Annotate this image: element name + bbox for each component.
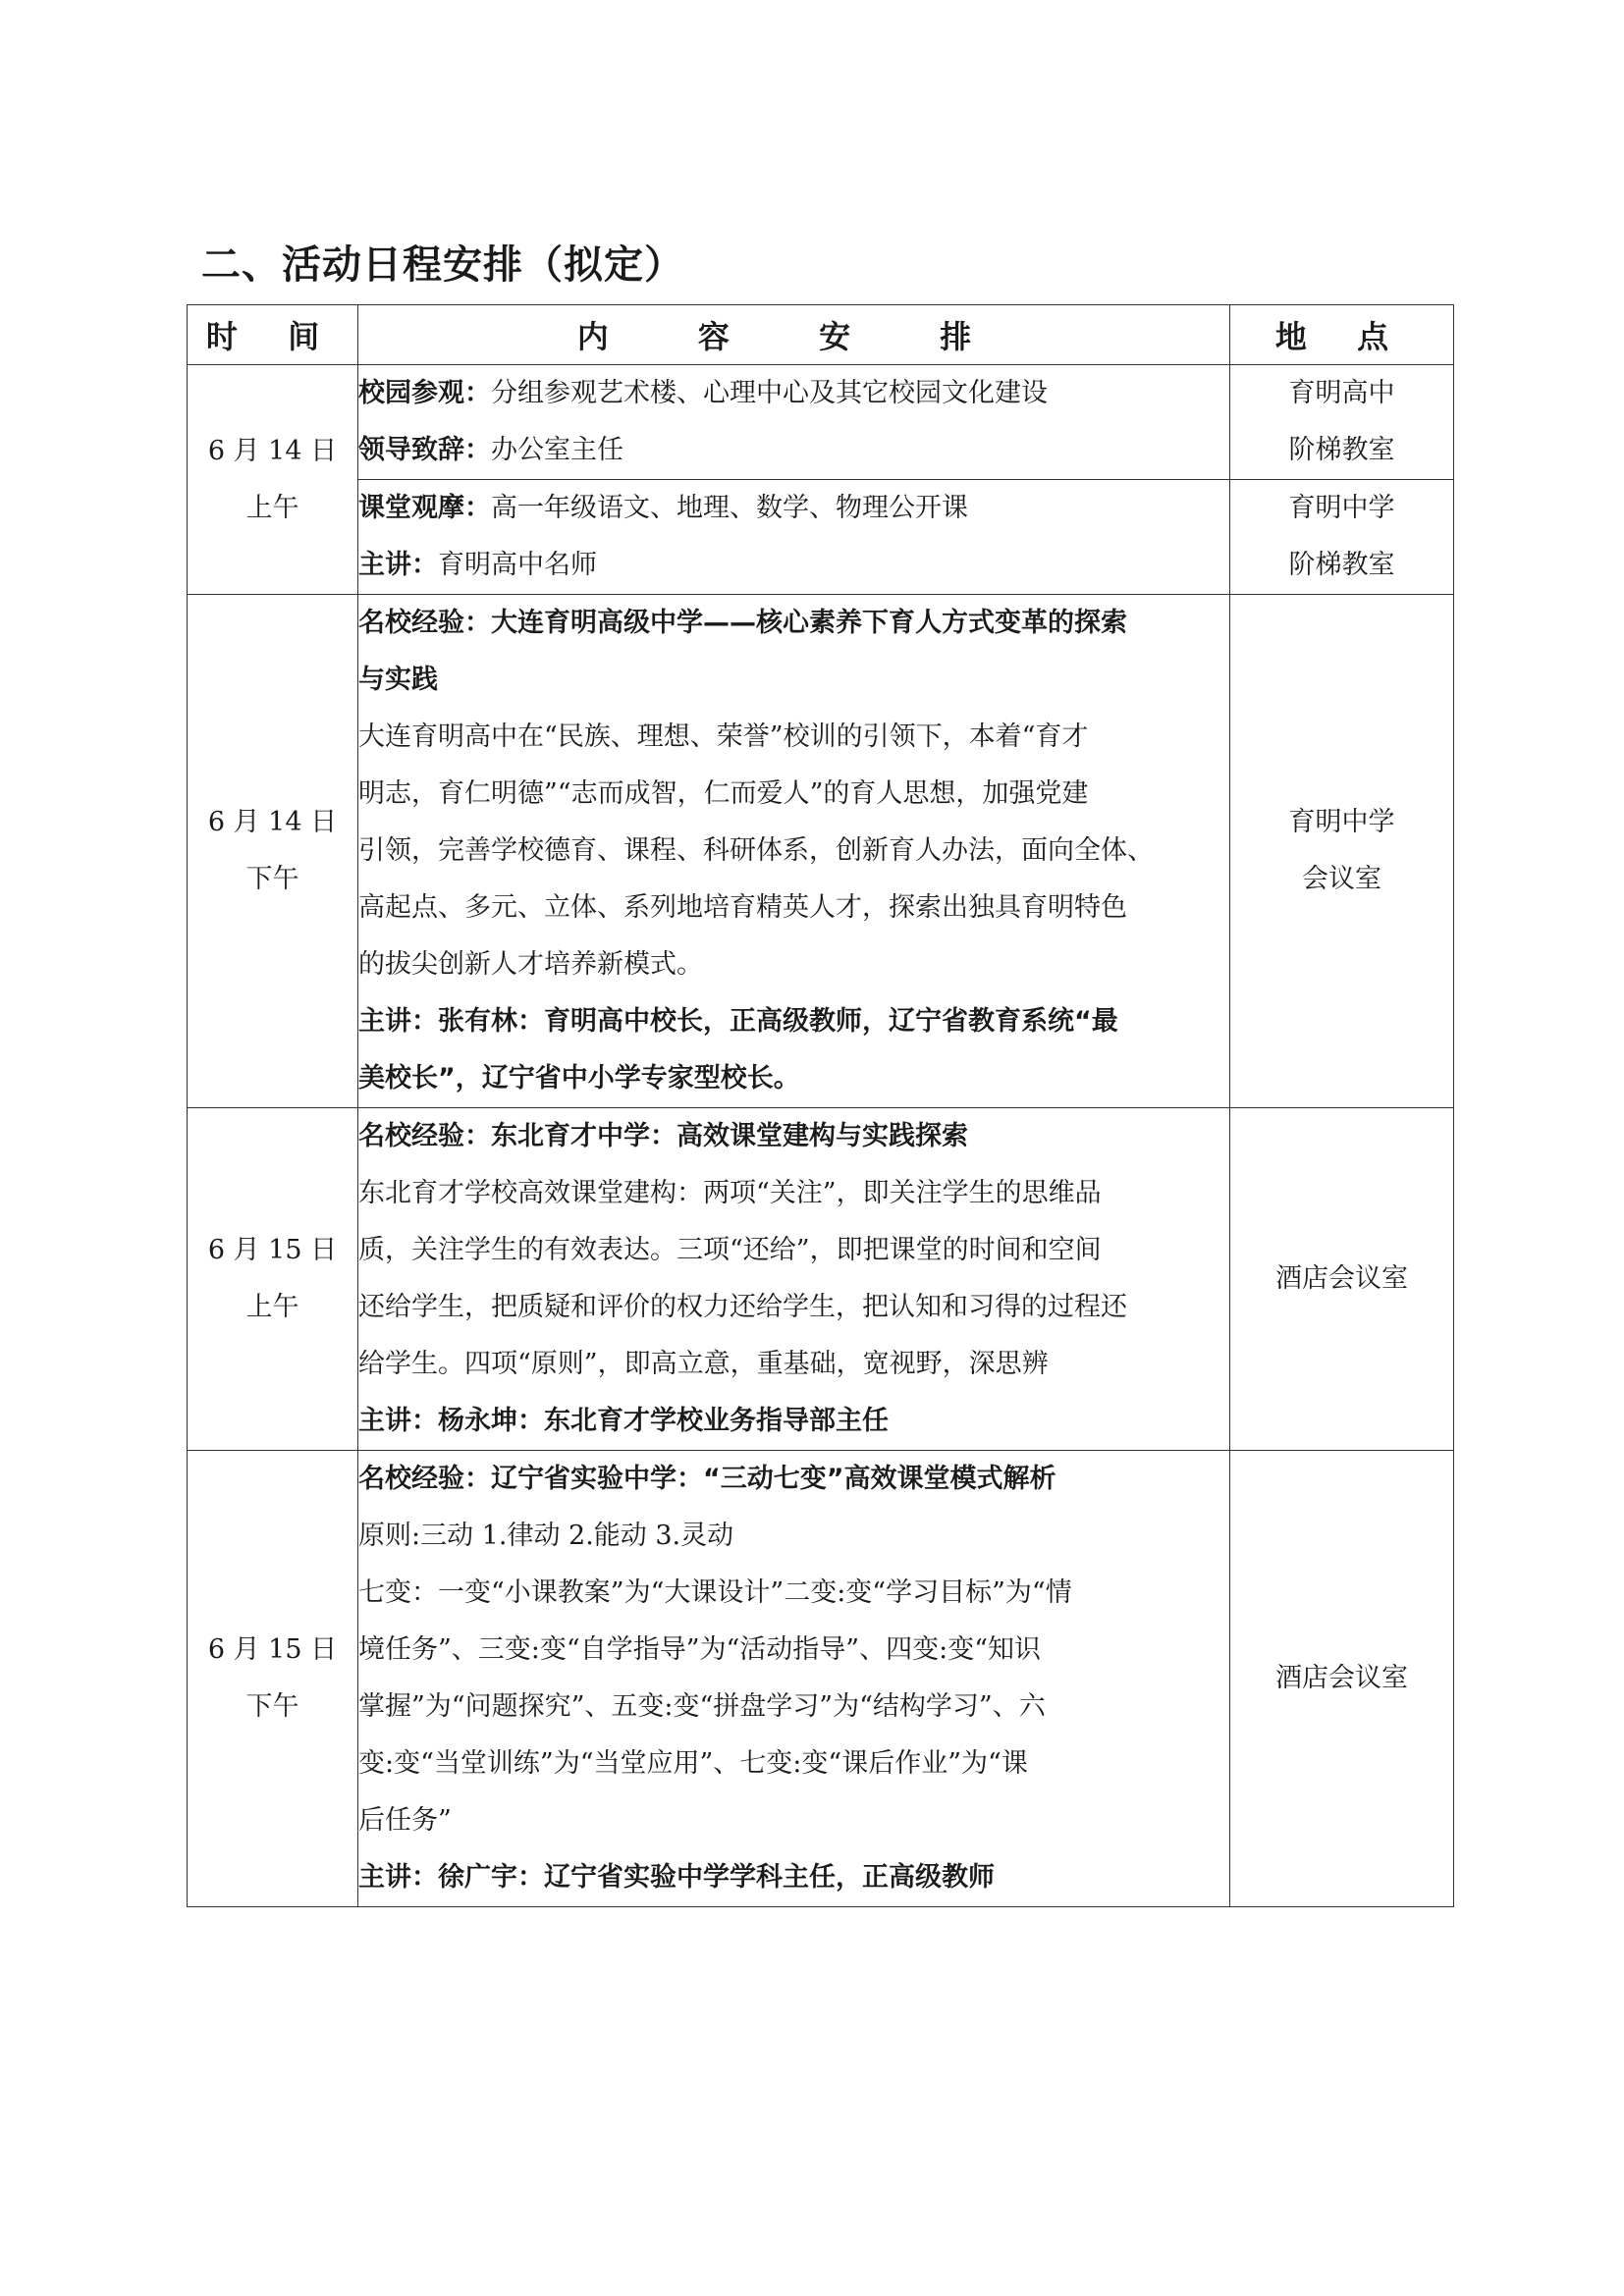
session-body: 原则:三动 1.律动 2.能动 3.灵动 xyxy=(358,1521,734,1551)
row-content xyxy=(358,480,1230,595)
row-date: 6 月 15 日 xyxy=(207,1235,338,1265)
session-body: 东北育才学校高效课堂建构：两项“关注”，即关注学生的思维品 xyxy=(358,1178,1102,1208)
page-heading: 二、活动日程安排（拟定） xyxy=(201,242,684,288)
row-place xyxy=(1230,1451,1454,1907)
content-line xyxy=(358,422,1229,479)
row-content xyxy=(358,365,1230,480)
row-time xyxy=(188,1108,358,1451)
schedule-table xyxy=(187,304,1454,1907)
session-title: 名校经验：东北育才中学：高效课堂建构与实践探索 xyxy=(358,1121,968,1151)
place-line: 阶梯教室 xyxy=(1288,550,1395,580)
table-header-row xyxy=(188,305,1454,365)
row-period: 下午 xyxy=(245,864,299,894)
row-place xyxy=(1230,480,1454,595)
content-line xyxy=(358,537,1229,594)
content-line xyxy=(358,365,1229,422)
session-speaker: 主讲：杨永坤：东北育才学校业务指导部主任 xyxy=(358,1406,889,1436)
row-content xyxy=(358,595,1230,1108)
session-speaker: 主讲：张有林：育明高中校长，正高级教师，辽宁省教育系统“最 xyxy=(358,1006,1118,1037)
session-body: 高起点、多元、立体、系列地培育精英人才，探索出独具育明特色 xyxy=(358,892,1127,923)
row-period: 下午 xyxy=(245,1691,299,1722)
session-title: 名校经验：辽宁省实验中学：“三动七变”高效课堂模式解析 xyxy=(358,1464,1056,1494)
row-content xyxy=(358,1108,1230,1451)
row-place xyxy=(1230,595,1454,1108)
table-row xyxy=(188,1108,1454,1451)
place-line: 育明中学 xyxy=(1288,807,1395,837)
session-speaker: 美校长”，辽宁省中小学专家型校长。 xyxy=(358,1063,800,1094)
table-row xyxy=(188,480,1454,595)
item-label: 校园参观： xyxy=(358,378,491,408)
row-time xyxy=(188,365,358,595)
session-body: 七变：一变“小课教案”为“大课设计”二变:变“学习目标”为“情 xyxy=(358,1577,1072,1608)
place-line: 会议室 xyxy=(1302,864,1381,894)
table-row xyxy=(188,595,1454,1108)
session-body: 大连育明高中在“民族、理想、荣誉”校训的引领下，本着“育才 xyxy=(358,721,1089,752)
row-date: 6 月 14 日 xyxy=(207,807,338,837)
session-body: 明志，育仁明德”“志而成智，仁而爱人”的育人思想，加强党建 xyxy=(358,778,1089,809)
row-time xyxy=(188,595,358,1108)
item-text: 办公室主任 xyxy=(491,435,623,465)
header-time: 时 间 xyxy=(188,305,358,365)
item-label: 主讲： xyxy=(358,550,438,580)
session-body: 给学生。四项“原则”，即高立意，重基础，宽视野，深思辨 xyxy=(358,1349,1049,1379)
session-body: 质，关注学生的有效表达。三项“还给”，即把课堂的时间和空间 xyxy=(358,1235,1102,1265)
session-body: 变:变“当堂训练”为“当堂应用”、七变:变“课后作业”为“课 xyxy=(358,1748,1028,1779)
place-line: 育明高中 xyxy=(1288,378,1395,408)
session-body: 还给学生，把质疑和评价的权力还给学生，把认知和习得的过程还 xyxy=(358,1292,1127,1322)
content-line xyxy=(358,480,1229,537)
table-row xyxy=(188,1451,1454,1907)
place-line: 酒店会议室 xyxy=(1275,1663,1408,1693)
session-speaker: 主讲：徐广宇：辽宁省实验中学学科主任，正高级教师 xyxy=(358,1862,995,1893)
row-place xyxy=(1230,365,1454,480)
item-text: 分组参观艺术楼、心理中心及其它校园文化建设 xyxy=(491,378,1048,408)
item-label: 领导致辞： xyxy=(358,435,491,465)
session-body: 引领，完善学校德育、课程、科研体系，创新育人办法，面向全体、 xyxy=(358,835,1154,866)
item-text: 育明高中名师 xyxy=(438,550,597,580)
place-line: 阶梯教室 xyxy=(1288,435,1395,465)
place-line: 育明中学 xyxy=(1288,493,1395,523)
place-line: 酒店会议室 xyxy=(1275,1263,1408,1294)
row-date: 6 月 14 日 xyxy=(207,435,338,466)
session-body: 的拔尖创新人才培养新模式。 xyxy=(358,949,703,980)
session-body: 掌握”为“问题探究”、五变:变“拼盘学习”为“结构学习”、六 xyxy=(358,1691,1046,1722)
row-period: 上午 xyxy=(245,1292,299,1322)
item-label: 课堂观摩： xyxy=(358,493,491,523)
session-body: 境任务”、三变:变“自学指导”为“活动指导”、四变:变“知识 xyxy=(358,1634,1042,1665)
session-title: 名校经验：大连育明高级中学——核心素养下育人方式变革的探索 xyxy=(358,608,1127,638)
item-text: 高一年级语文、地理、数学、物理公开课 xyxy=(491,493,968,523)
header-place: 地 点 xyxy=(1230,305,1454,365)
table-row xyxy=(188,365,1454,480)
header-content: 内 容 安 排 xyxy=(358,305,1230,365)
session-body: 后任务” xyxy=(358,1805,452,1836)
row-period: 上午 xyxy=(245,492,299,523)
row-date: 6 月 15 日 xyxy=(207,1634,338,1665)
session-title: 与实践 xyxy=(358,665,438,695)
row-place xyxy=(1230,1108,1454,1451)
row-content xyxy=(358,1451,1230,1907)
row-time xyxy=(188,1451,358,1907)
